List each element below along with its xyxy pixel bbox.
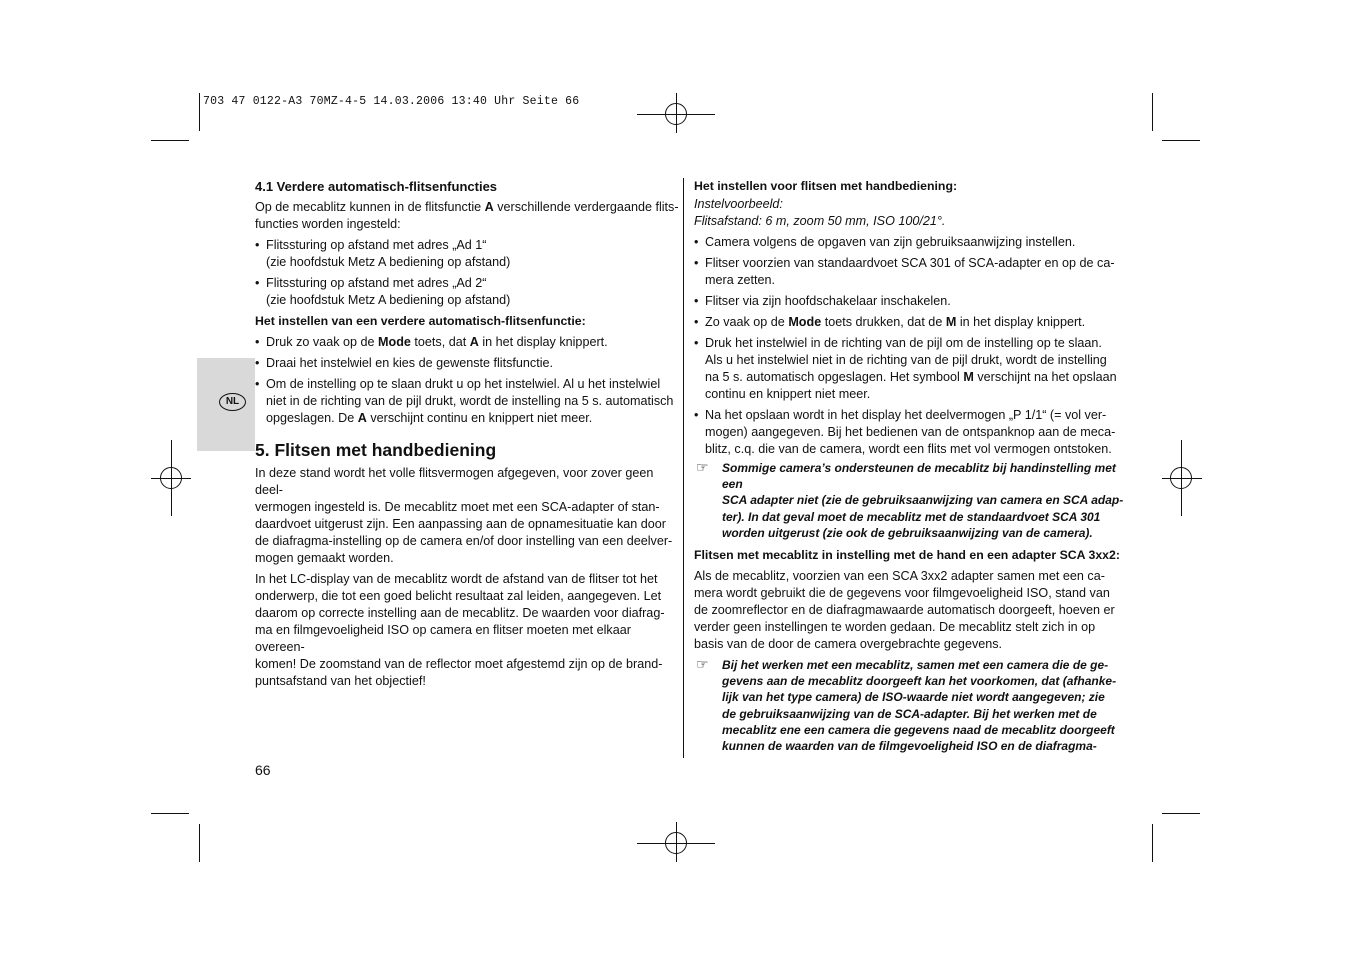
list-item: • Draai het instelwiel en kies de gewenste flitsfunctie. — [255, 355, 679, 372]
list-item: • Om de instelling op te slaan drukt u op het instelwiel. Al u het instelwiel niet in de richting van de pijl drukt, wordt de instelling na 5 s. automatisch opgeslagen. De A verschijnt continu en knippert niet meer. — [255, 376, 679, 427]
paragraph: Als de mecablitz, voorzien van een SCA 3xx2 adapter samen met een ca- mera wordt gebruikt die de gegevens voor filmgevoeligheid ISO, stand van de zoomreflector en de diafragmawaarde automatisch doorgeeft, hoeven er verder geen instellingen te worden gedaan. De mecablitz stelt zich in op basis van de door de camera overgebrachte gegevens. — [694, 569, 1115, 652]
list-item: • Flitssturing op afstand met adres „Ad 2“ (zie hoofdstuk Metz A bediening op afstand) — [255, 275, 679, 309]
note-callout: ☞ Sommige camera’s ondersteunen de mecablitz bij handinstelling met een SCA adapter niet (zie de gebruiksaanwijzing van camera en SCA adap- ter). In dat geval moet de mecablitz met de standaardvoet SCA 301 worden uitgerust (zie ook de gebruiksaanwijzing van de camera). — [696, 459, 1124, 540]
paragraph: In deze stand wordt het volle flitsvermogen afgegeven, voor zover geen deel- vermogen ingesteld is. De mecablitz moet met een SCA-adapter of stan- daardvoet uitgerust zijn. Een aanpassing aan de opnamesituatie kan door de diafragma-instelling op de camera en/of door instelling van een deelver- mogen gemaakt worden. — [255, 466, 673, 565]
list-item: • Flitser voorzien van standaardvoet SCA 301 of SCA-adapter en op de ca- mera zetten. — [694, 255, 1124, 289]
page-number: 66 — [255, 762, 271, 778]
paragraph: In het LC-display van de mecablitz wordt de afstand van de flitser tot het onderwerp, die tot een goed belicht resultaat zal leiden, aangegeven. Let daarom op correcte instelling aan de mecablitz. De waarden voor diafrag- ma en filmgevoeligheid ISO op camera en flitser moeten met elkaar overeen- komen! De zoomstand van de reflector moet afgestemd zijn op de brand- puntsafstand van het objectief! — [255, 572, 665, 688]
list-item: • Druk zo vaak op de Mode toets, dat A in het display knippert. — [255, 334, 679, 351]
language-tab — [197, 358, 255, 451]
pointing-hand-icon: ☞ — [696, 656, 709, 673]
language-badge: NL — [219, 393, 246, 411]
column-divider — [683, 178, 684, 758]
list-item: • Flitssturing op afstand met adres „Ad 1“ (zie hoofdstuk Metz A bediening op afstand) — [255, 237, 679, 271]
list-item: • Camera volgens de opgaven van zijn gebruiksaanwijzing instellen. — [694, 234, 1124, 251]
list-item: • Druk het instelwiel in de richting van de pijl om de instelling op te slaan. Als u het instelwiel niet in de richting van de pijl drukt, wordt de instelling na 5 s. automatisch opgeslagen. Het symbool M verschijnt na het opslaan continu en knippert niet meer. — [694, 335, 1124, 403]
right-heading: Het instellen voor flitsen met handbediening: — [694, 179, 958, 193]
example: Instelvoorbeeld: Flitsafstand: 6 m, zoom 50 mm, ISO 100/21°. — [694, 197, 946, 228]
list-item: • Flitser via zijn hoofdschakelaar inschakelen. — [694, 293, 1124, 310]
list-item: • Na het opslaan wordt in het display het deelvermogen „P 1/1“ (= vol ver- mogen) aangegeven. Bij het bedienen van de ontspanknop aan de meca- blitz, c.q. die van de camera, wordt een flits met vol vermogen ontstoken. — [694, 407, 1124, 458]
list-item: • Zo vaak op de Mode toets drukken, dat de M in het display knippert. — [694, 314, 1124, 331]
intro-paragraph: Op de mecablitz kunnen in de flitsfunctie A verschillende verdergaande flits- functies worden ingesteld: — [255, 200, 679, 231]
pointing-hand-icon: ☞ — [696, 459, 709, 475]
section-heading-5: 5. Flitsen met handbediening — [255, 440, 497, 460]
subheading: Flitsen met mecablitz in instelling met de hand en een adapter SCA 3xx2: — [694, 548, 1120, 563]
section-heading-4-1: 4.1 Verdere automatisch-flitsenfuncties — [255, 179, 498, 194]
print-slug: 703 47 0122-A3 70MZ-4-5 14.03.2006 13:40 Uhr Seite 66 — [203, 95, 580, 108]
note-callout: ☞ Bij het werken met een mecablitz, samen met een camera die de ge- gevens aan de mecablitz doorgeeft kan het voorkomen, dat (afhanke- lijk van het type camera) de ISO-waarde niet wordt aangegeven; zie de gebruiksaanwijzing van de SCA-adapter. Bij het werken met de mecablitz ene een camera die gegevens naad de mecablitz doorgeeft kunnen de waarden van de filmgevoeligheid ISO en de diafragma- — [696, 656, 1117, 754]
left-column — [255, 178, 679, 690]
subheading: Het instellen van een verdere automatisch-flitsenfunctie: — [255, 314, 586, 328]
right-column — [694, 178, 1124, 754]
